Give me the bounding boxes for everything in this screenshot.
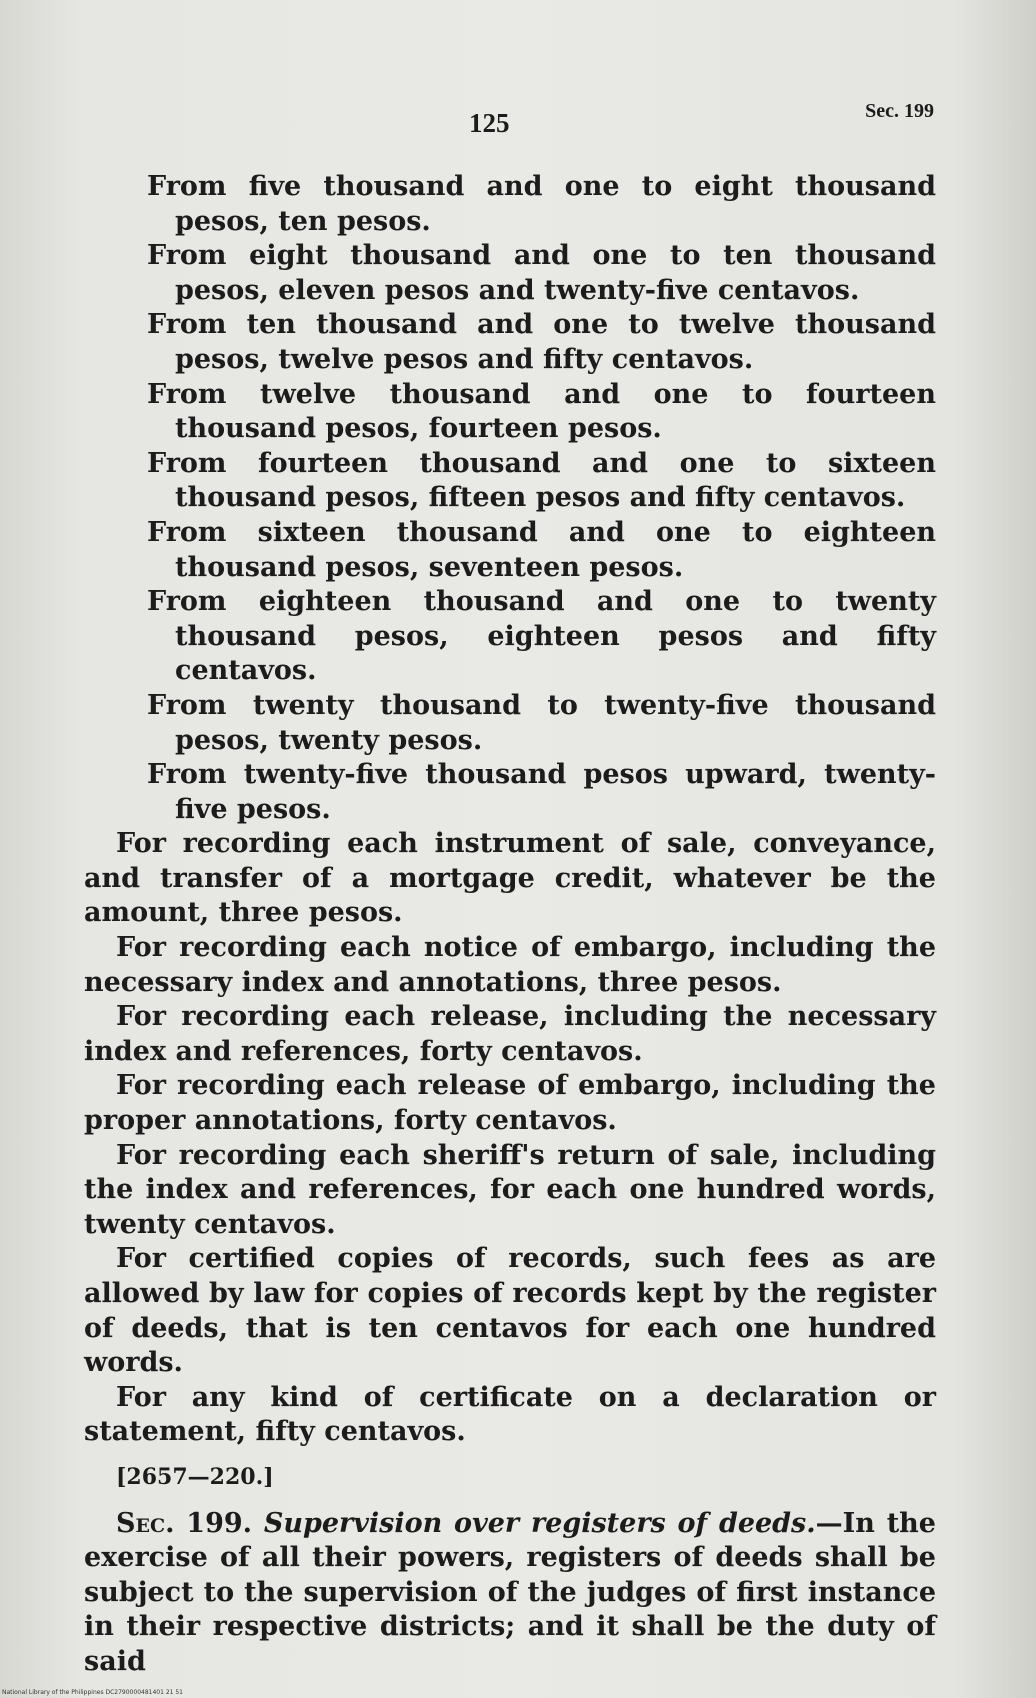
fee-item: From fourteen thousand and one to sixteen thousand pesos, fifteen pesos and fifty centavos. [147, 447, 936, 514]
fee-paragraph: For recording each release of embargo, including the proper annotations, forty centavos. [84, 1070, 936, 1137]
page-number: 125 [469, 108, 510, 138]
fee-paragraph: For any kind of certificate on a declaration or statement, fifty centavos. [84, 1381, 936, 1448]
section-paragraph [84, 1507, 936, 1680]
running-section-ref: Sec. 199 [865, 100, 934, 122]
fee-paragraph: For recording each instrument of sale, conveyance, and transfer of a mortgage credit, whatever be the amount, three pesos. [84, 828, 936, 929]
archive-stamp: National Library of the Philippines DC2790000481401 21 51 [2, 1689, 183, 1696]
fee-paragraph: For recording each sheriff's return of sale, including the index and references, for each one hundred words, twenty centavos. [84, 1139, 936, 1240]
fee-item: From twelve thousand and one to fourteen thousand pesos, fourteen pesos. [147, 378, 936, 445]
fee-paragraph: For recording each release, including the necessary index and references, forty centavos. [84, 1001, 936, 1067]
fee-item: From eight thousand and one to ten thousand pesos, eleven pesos and twenty-five centavos. [147, 240, 936, 306]
page-header [84, 100, 934, 148]
fee-item: From five thousand and one to eight thousand pesos, ten pesos. [147, 171, 936, 237]
body-text [84, 170, 936, 1680]
section-label: Sec. 199. [116, 1507, 253, 1539]
fee-paragraph: For certified copies of records, such fees as are allowed by law for copies of records kept by the register of deeds, that is ten centavos for each one hundred words. [84, 1243, 936, 1379]
fee-item: From twenty-five thousand pesos upward, twenty-five pesos. [147, 759, 936, 825]
section-text: —In the exercise of all their powers, registers of deeds shall be subject to the supervision of the judges of first instance in their respective districts; and it shall be the duty of said [84, 1507, 936, 1677]
section-title: Supervision over registers of deeds. [263, 1507, 816, 1539]
fee-item: From sixteen thousand and one to eighteen thousand pesos, seventeen pesos. [147, 516, 936, 583]
legal-citation: [2657—220.] [116, 1463, 274, 1490]
fee-paragraph: For recording each notice of embargo, including the necessary index and annotations, three pesos. [84, 932, 936, 998]
fee-item: From twenty thousand to twenty-five thousand pesos, twenty pesos. [147, 689, 936, 756]
fee-item: From ten thousand and one to twelve thousand pesos, twelve pesos and fifty centavos. [147, 309, 936, 375]
fee-item: From eighteen thousand and one to twenty thousand pesos, eighteen pesos and fifty centavos. [147, 586, 936, 687]
